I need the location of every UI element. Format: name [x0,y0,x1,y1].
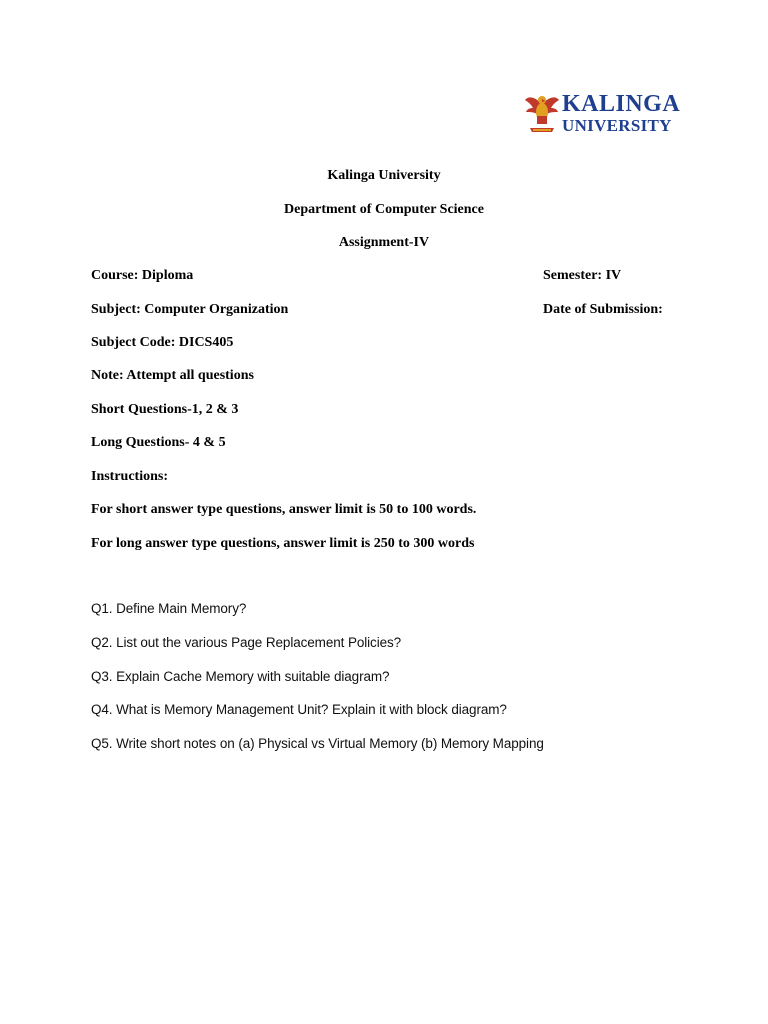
semester-field: Semester: IV [543,268,622,283]
question-1: Q1. Define Main Memory? [91,601,247,616]
assignment-title: Assignment-IV [338,235,430,250]
university-name: Kalinga University [327,168,441,183]
instruction-short-answers: For short answer type questions, answer limit is 50 to 100 words. [91,502,477,517]
question-5: Q5. Write short notes on (a) Physical vs Virtual Memory (b) Memory Mapping [91,736,544,751]
instructions-label: Instructions: [91,469,169,484]
long-questions-line: Long Questions- 4 & 5 [91,435,226,450]
course-field: Course: Diploma [91,268,194,283]
instruction-long-answers: For long answer type questions, answer limit is 250 to 300 words [91,536,475,551]
logo-wordmark [562,92,680,134]
department-name: Department of Computer Science [284,202,484,217]
question-4: Q4. What is Memory Management Unit? Explain it with block diagram? [91,702,507,717]
university-logo [524,90,680,134]
question-3: Q3. Explain Cache Memory with suitable diagram? [91,669,390,684]
subject-field: Subject: Computer Organization [91,302,289,317]
logo-line-university: UNIVERSITY [562,116,672,135]
short-questions-line: Short Questions-1, 2 & 3 [91,402,239,417]
date-of-submission-field: Date of Submission: [543,302,663,317]
logo-line-kalinga: KALINGA [562,91,681,117]
question-2: Q2. List out the various Page Replacement Policies? [91,635,402,650]
note-line: Note: Attempt all questions [91,368,254,383]
subject-code-field: Subject Code: DICS405 [91,335,234,350]
eagle-emblem-icon [524,90,560,134]
